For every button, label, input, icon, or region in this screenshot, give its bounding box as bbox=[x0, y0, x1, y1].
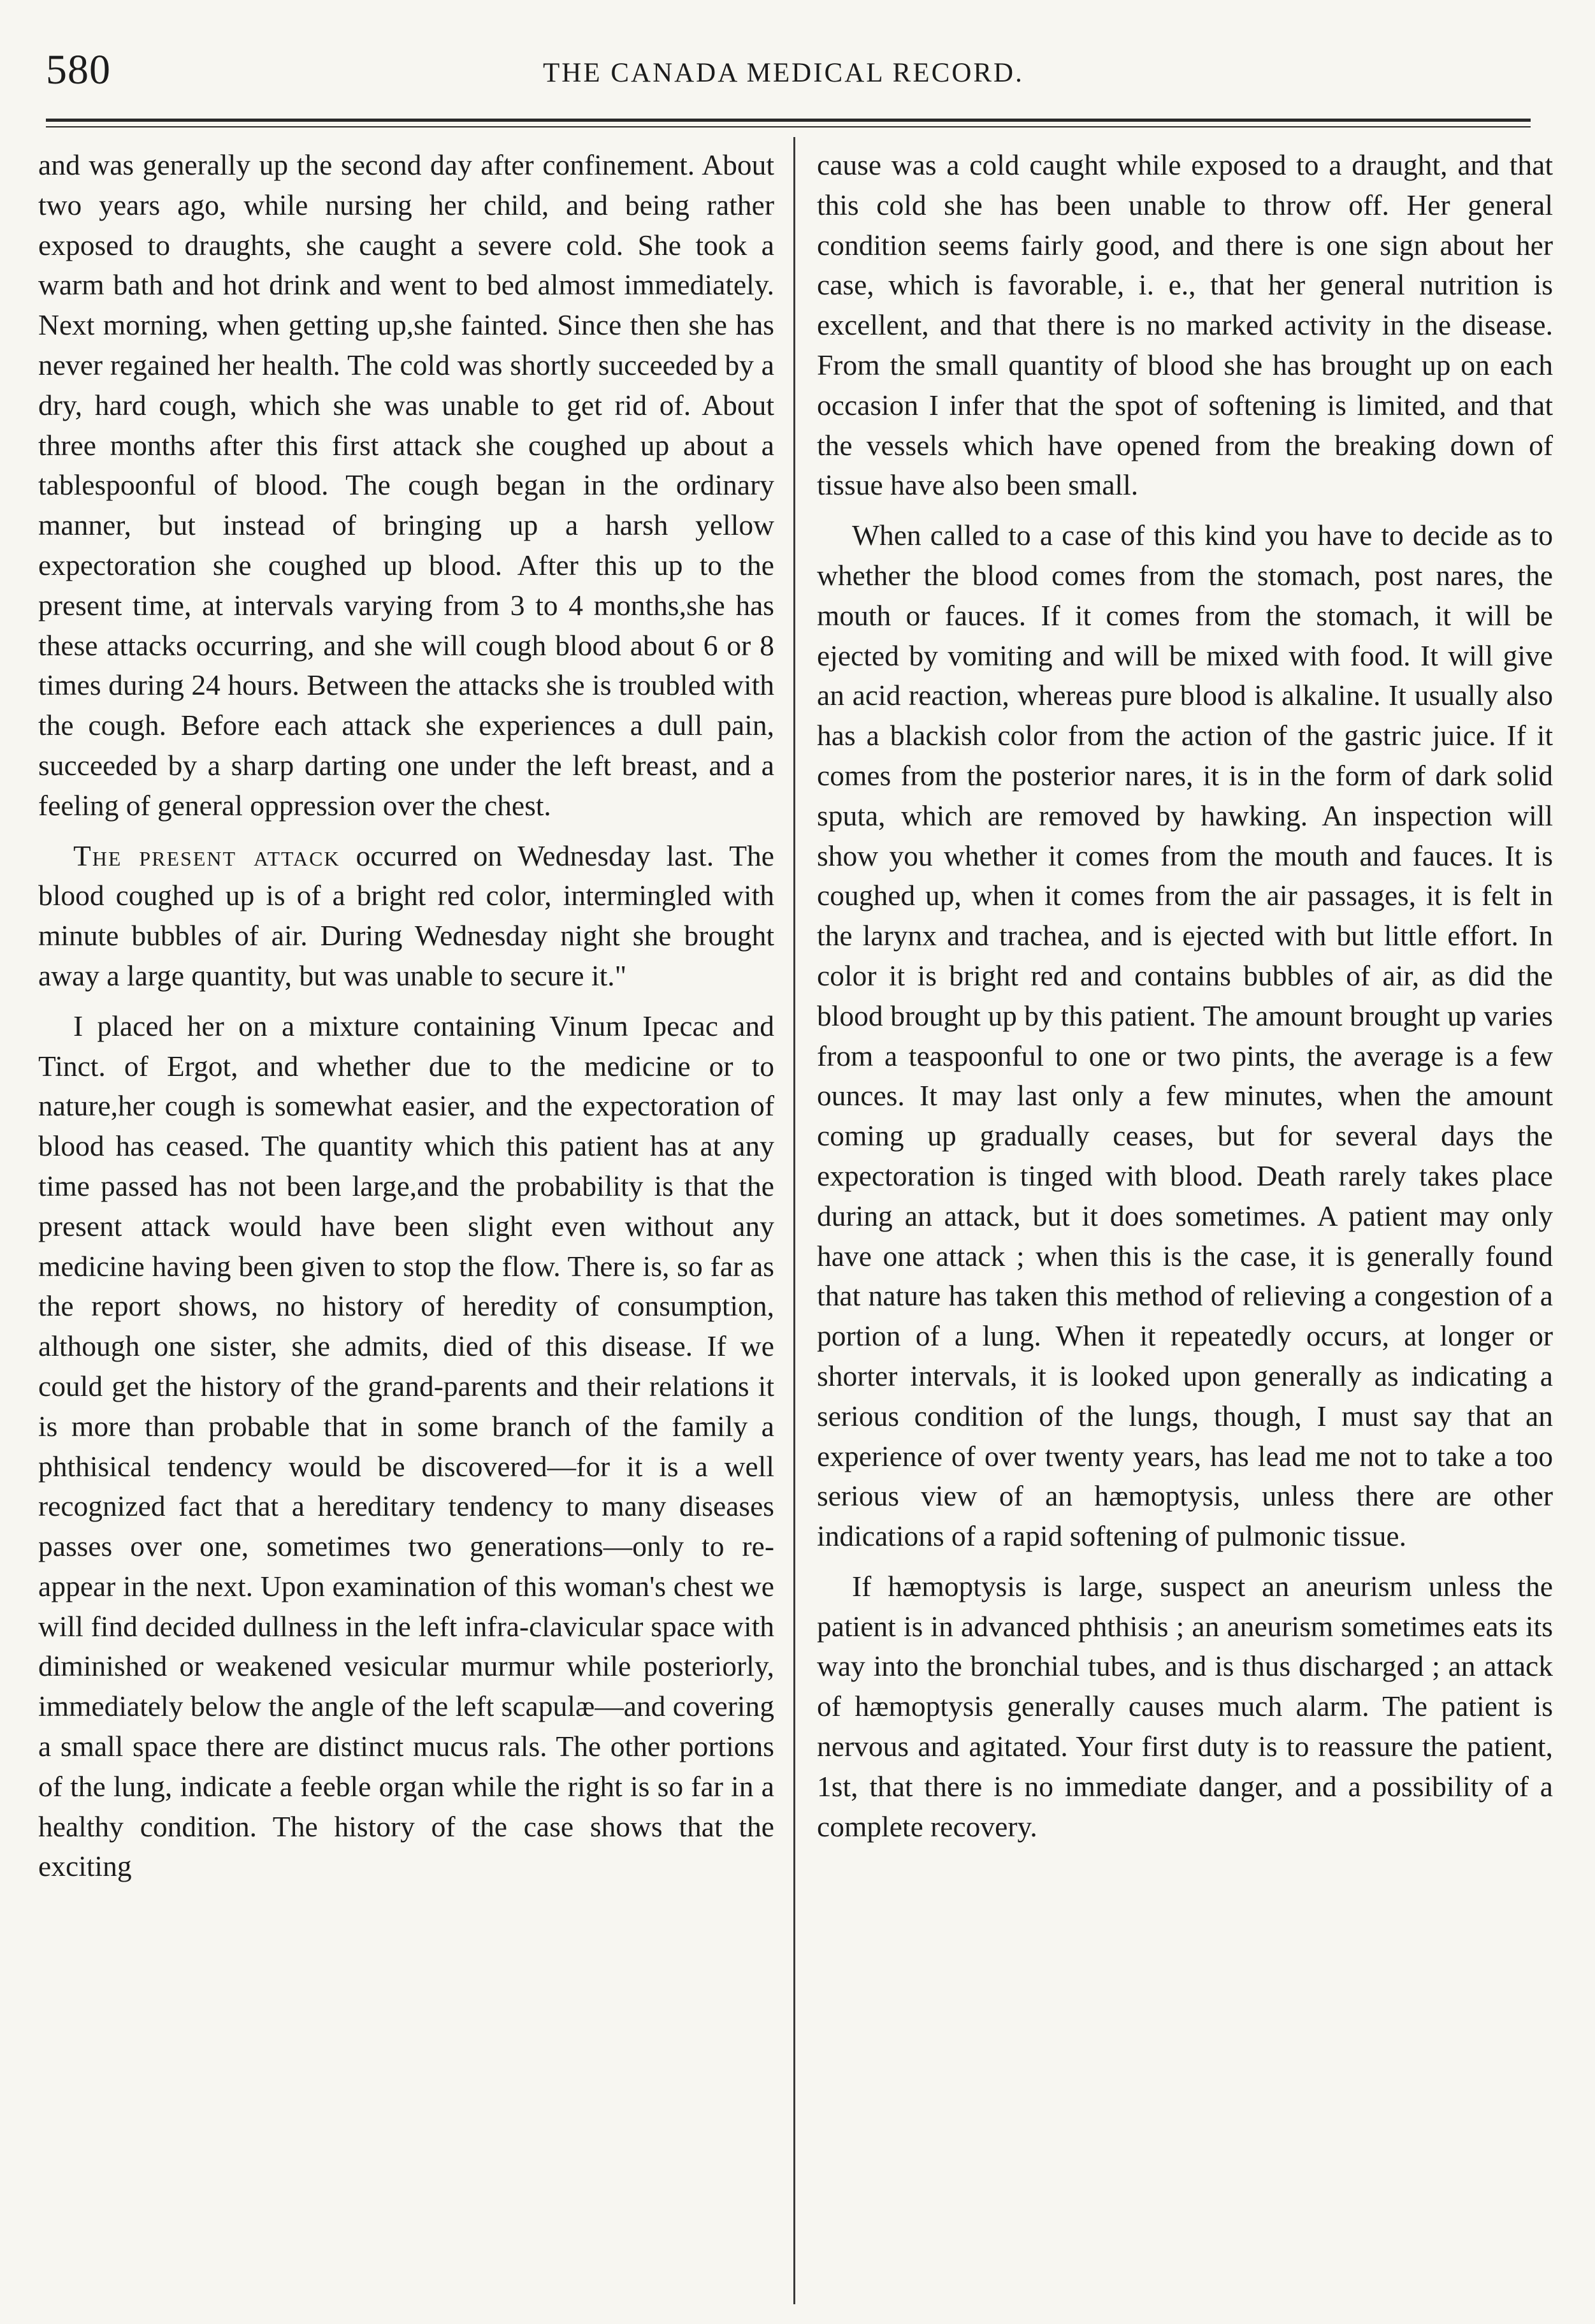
section-lead-smallcaps: The present attack bbox=[73, 839, 340, 872]
right-column bbox=[817, 145, 1553, 1847]
left-column bbox=[38, 145, 774, 1887]
running-head: THE CANADA MEDICAL RECORD. bbox=[543, 58, 1024, 88]
left-paragraph-1: and was generally up the second day after confinement. About two years ago, while nursing her child, and being rather exposed to draughts, she caught a severe cold. She took a warm bath and hot drink and went to bed almost immediately. Next morning, when getting up,she fainted. Since then she has never regained her health. The cold was shortly succeeded by a dry, hard cough, which she was unable to get rid of. About three months after this first attack she coughed up about a tablespoonful of blood. The cough began in the ordinary manner, but instead of bringing up a harsh yellow expectoration she coughed up blood. After this up to the present time, at intervals varying from 3 to 4 months,she has these attacks occurring, and she will cough blood about 6 or 8 times during 24 hours. Between the attacks she is troubled with the cough. Before each attack she experiences a dull pain, succeeded by a sharp darting one under the left breast, and a feeling of general oppression over the chest. bbox=[38, 149, 774, 822]
right-paragraph-2: When called to a case of this kind you have to decide as to whether the blood comes from the stomach, post nares, the mouth or fauces. If it comes from the stomach, it will be ejected by vomiting and will be mixed with food. It will give an acid reaction, whereas pure blood is alkaline. It usually also has a blackish color from the action of the gastric juice. If it comes from the posterior nares, it is in the form of dark solid sputa, which are removed by hawking. An inspection will show you whether it comes from the mouth and fauces. It is coughed up, when it comes from the air passages, it is felt in the larynx and trachea, and is ejected with but little effort. In color it is bright red and contains bubbles of air, as did the blood brought up by this patient. The amount brought up varies from a teaspoonful to one or two pints, the average is a few ounces. It may last only a few minutes, when the amount coming up gradually ceases, but for several days the expectoration is tinged with blood. Death rarely takes place during an attack, but it does sometimes. A patient may only have one attack ; when this is the case, it is generally found that nature has taken this method of relieving a congestion of a portion of a lung. When it repeatedly occurs, at longer or shorter intervals, it is looked upon generally as indicating a serious condition of the lungs, though, I must say that an experience of over twenty years, has lead me not to take a too serious view of an hæmoptysis, unless there are other indications of a rapid softening of pulmonic tissue. bbox=[817, 519, 1553, 1553]
header-rule-thin bbox=[46, 126, 1531, 127]
left-paragraph-2 bbox=[38, 836, 774, 996]
page-header bbox=[46, 40, 1531, 116]
column-divider bbox=[793, 137, 795, 2304]
header-rule-thick bbox=[46, 119, 1531, 122]
right-paragraph-1: cause was a cold caught while exposed to a draught, and that this cold she has been unable to throw off. Her general condition seems fairly good, and there is one sign about her case, which is favorable, i. e., that her general nutrition is excellent, and that there is no marked activity in the disease. From the small quantity of blood she has brought up on each occasion I infer that the spot of softening is limited, and that the vessels which have opened from the breaking down of tissue have also been small. bbox=[817, 149, 1553, 502]
left-paragraph-3: I placed her on a mixture containing Vinum Ipecac and Tinct. of Ergot, and whether due to the medicine or to nature,her cough is somewhat easier, and the expectoration of blood has ceased. The quantity which this patient has at any time passed has not been large,and the probability is that the present attack would have been slight even without any medicine having been given to stop the flow. There is, so far as the report shows, no history of heredity of consumption, although one sister, she admits, died of this disease. If we could get the history of the grand-parents and their relations it is more than probable that in some branch of the family a phthisical tendency would be discovered—for it is a well recognized fact that a hereditary tendency to many diseases passes over one, sometimes two generations—only to re-appear in the next. Upon examination of this woman's chest we will find decided dullness in the left infra-clavicular space with diminished or weakened vesicular murmur while posteriorly, immediately below the angle of the left scapulæ—and covering a small space there are distinct mucus rals. The other portions of the lung, indicate a feeble organ while the right is so far in a healthy condition. The history of the case shows that the exciting bbox=[38, 1009, 774, 1883]
page-number: 580 bbox=[46, 47, 111, 93]
left-paragraph-2-text: occurred on Wednesday last. The blood coughed up is of a bright red color, intermingled with minute bubbles of air. During Wednesday night she brought away a large quantity, but was unable to secure it." bbox=[38, 839, 775, 992]
right-paragraph-3: If hæmoptysis is large, suspect an aneurism unless the patient is in advanced phthisis ; an aneurism sometimes eats its way into the bronchial tubes, and is thus discharged ; an attack of hæmoptysis generally causes much alarm. The patient is nervous and agitated. Your first duty is to reassure the patient, 1st, that there is no immediate danger, and a possibility of a complete recovery. bbox=[817, 1569, 1553, 1843]
